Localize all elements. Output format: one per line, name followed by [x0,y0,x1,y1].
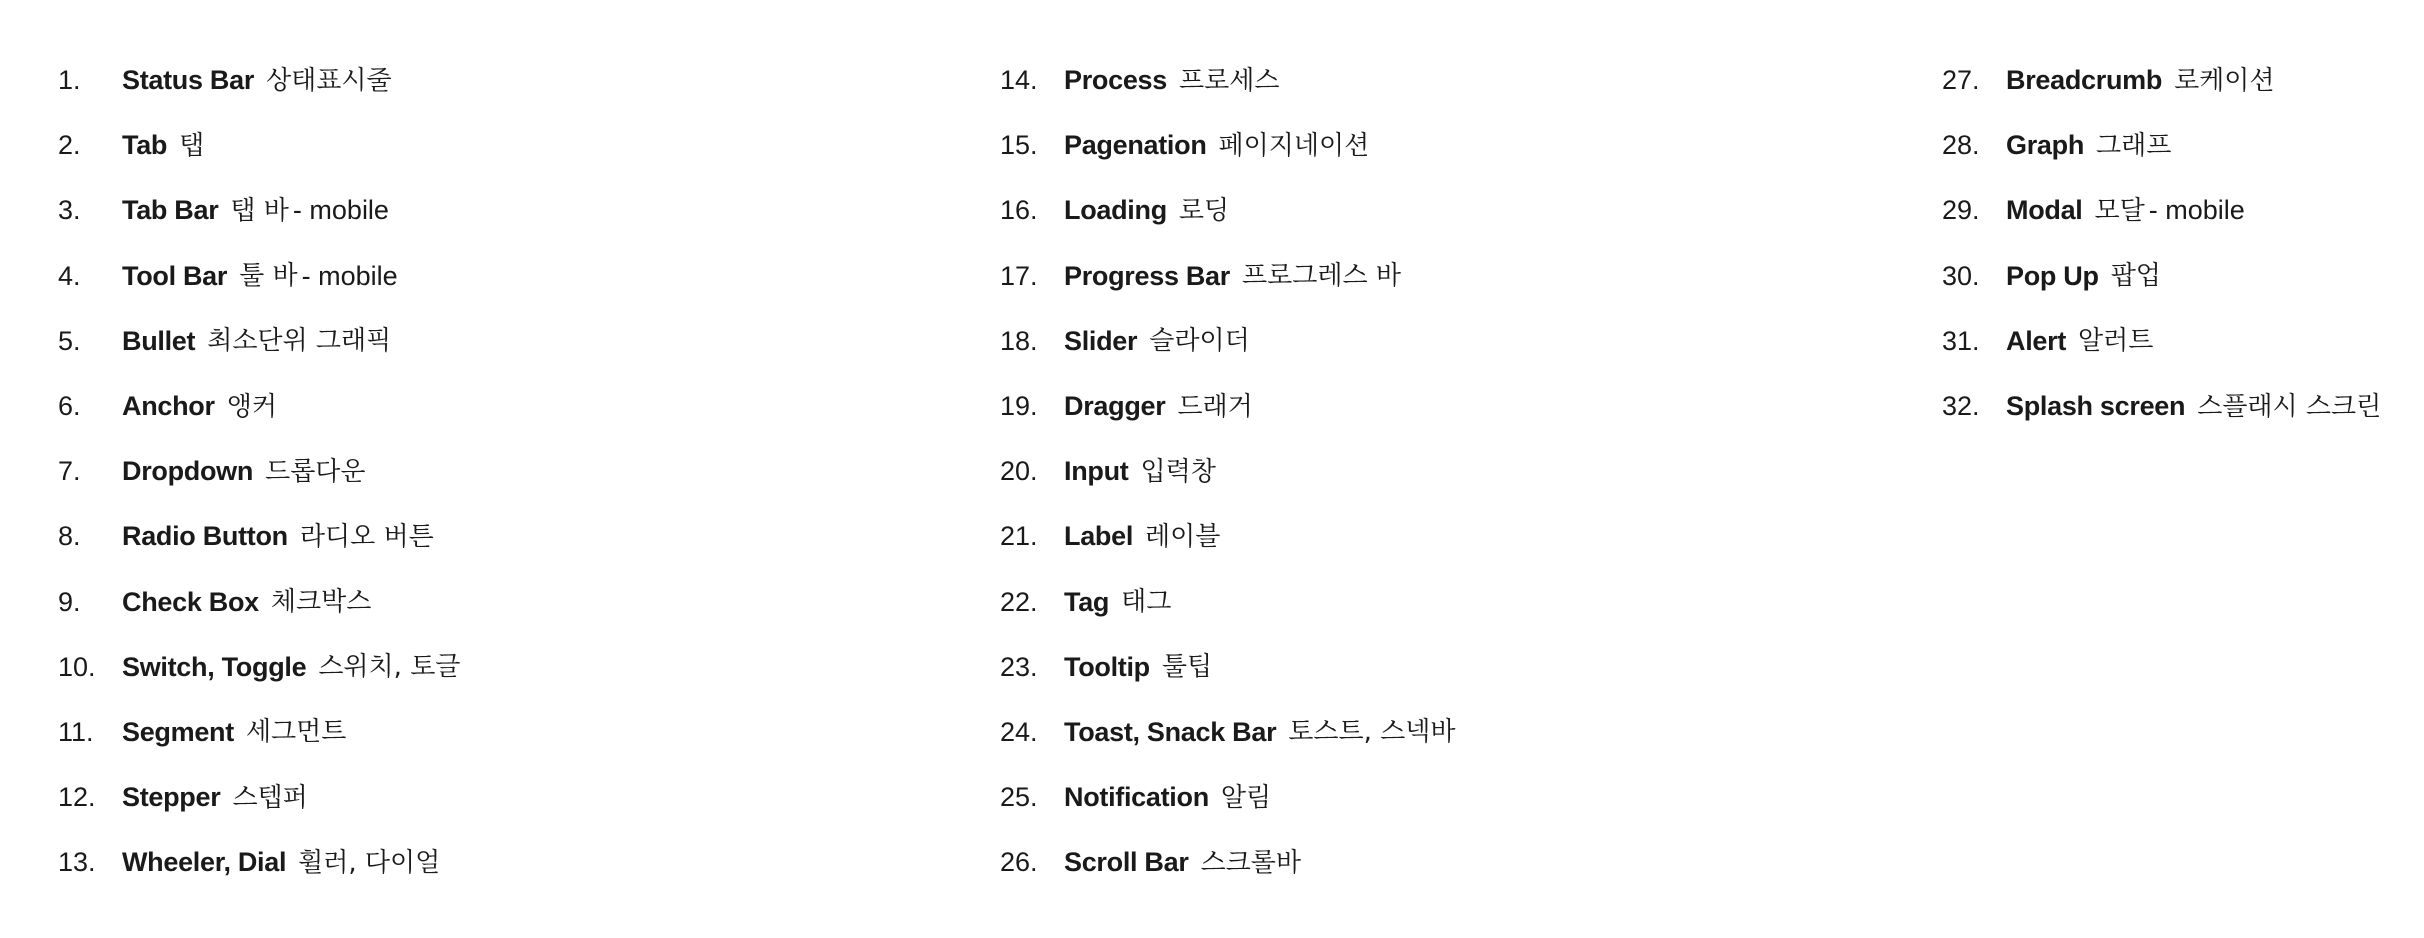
item-english-name: Switch, Toggle [122,651,307,682]
item-korean-name: 레이블 [1145,521,1221,552]
item-korean-name: 스위치, 토글 [318,652,461,683]
list-item [1000,635,1760,700]
item-number: 12. [58,782,96,813]
item-korean-name: 탭 바 [230,195,289,226]
list-item [1000,244,1760,309]
item-english-name: Graph [2006,130,2085,161]
item-english-name: Radio Button [122,521,288,552]
item-korean-name: 상태표시줄 [266,65,392,96]
list-column-3 [1942,48,2424,439]
item-number: 3. [58,195,81,226]
item-english-name: Toast, Snack Bar [1064,716,1277,747]
list-item [1000,700,1760,765]
list-item [1942,374,2424,439]
list-item [58,309,818,374]
item-number: 14. [1000,65,1038,96]
item-number: 25. [1000,782,1038,813]
item-english-name: Input [1064,456,1129,487]
list-item [1942,48,2424,113]
item-number: 1. [58,65,81,96]
list-item [1942,113,2424,178]
list-item [58,244,818,309]
item-korean-name: 슬라이더 [1149,326,1250,357]
item-korean-name: 최소단위 그래픽 [207,326,392,357]
item-korean-name: 스텝퍼 [232,782,308,813]
item-number: 22. [1000,586,1038,617]
list-item [1000,765,1760,830]
list-item [1942,178,2424,243]
item-english-name: Dropdown [122,456,254,487]
item-number: 24. [1000,716,1038,747]
item-number: 2. [58,130,81,161]
item-korean-name: 로케이션 [2174,65,2275,96]
list-item [1000,504,1760,569]
list-column-2 [1000,48,1760,895]
item-korean-name: 세그먼트 [245,717,347,748]
item-platform-note: - mobile [2148,195,2245,226]
list-item [58,830,818,895]
item-korean-name: 페이지네이션 [1218,130,1370,161]
list-item [58,570,818,635]
item-korean-name: 스크롤바 [1200,847,1302,878]
item-platform-note: - mobile [292,195,389,226]
list-item [58,504,818,569]
list-item [1000,178,1760,243]
item-korean-name: 드래거 [1177,391,1253,422]
item-english-name: Segment [122,716,234,747]
list-item [58,178,818,243]
list-item [1000,570,1760,635]
list-item [1000,113,1760,178]
list-item [1942,309,2424,374]
list-item [58,113,818,178]
item-number: 20. [1000,456,1038,487]
item-korean-name: 팝업 [2110,261,2161,292]
item-korean-name: 탭 [179,130,205,161]
list-item [58,635,818,700]
item-korean-name: 토스트, 스넥바 [1288,717,1456,748]
item-english-name: Modal [2006,195,2083,226]
item-korean-name: 모달 [2094,195,2145,226]
item-english-name: Wheeler, Dial [122,847,287,878]
item-english-name: Bullet [122,325,196,356]
item-number: 6. [58,391,81,422]
item-number: 28. [1942,130,1980,161]
item-number: 9. [58,586,81,617]
item-english-name: Loading [1064,195,1167,226]
item-number: 27. [1942,65,1980,96]
item-number: 30. [1942,260,1980,291]
item-korean-name: 그래프 [2096,130,2172,161]
item-number: 16. [1000,195,1038,226]
item-korean-name: 드롭다운 [265,456,366,487]
item-english-name: Process [1064,65,1167,96]
list-item [58,439,818,504]
item-english-name: Stepper [122,782,221,813]
item-english-name: Notification [1064,782,1209,813]
item-korean-name: 체크박스 [270,587,372,618]
list-column-1 [58,48,818,895]
item-korean-name: 로딩 [1178,195,1230,226]
item-english-name: Check Box [122,586,259,617]
item-english-name: Tag [1064,586,1110,617]
item-korean-name: 알림 [1220,782,1272,813]
item-english-name: Tooltip [1064,651,1150,682]
item-number: 18. [1000,325,1038,356]
item-number: 7. [58,456,81,487]
item-number: 8. [58,521,81,552]
item-korean-name: 휠러, 다이얼 [298,847,441,878]
item-number: 4. [58,260,81,291]
list-item [58,374,818,439]
item-english-name: Progress Bar [1064,260,1230,291]
item-korean-name: 툴팁 [1161,652,1213,683]
list-item [1000,374,1760,439]
item-number: 10. [58,651,96,682]
list-item [1000,48,1760,113]
list-item [1000,830,1760,895]
item-english-name: Tab [122,130,168,161]
item-number: 13. [58,847,96,878]
item-number: 23. [1000,651,1038,682]
item-number: 11. [58,716,94,747]
item-platform-note: - mobile [301,260,398,291]
item-english-name: Breadcrumb [2006,65,2163,96]
item-english-name: Anchor [122,391,215,422]
item-korean-name: 라디오 버튼 [299,521,434,552]
item-number: 32. [1942,391,1980,422]
list-item [58,700,818,765]
item-english-name: Slider [1064,325,1138,356]
item-korean-name: 태그 [1121,587,1172,618]
item-number: 5. [58,325,81,356]
item-english-name: Tab Bar [122,195,219,226]
item-english-name: Tool Bar [122,260,228,291]
item-english-name: Scroll Bar [1064,847,1189,878]
item-number: 26. [1000,847,1038,878]
item-korean-name: 앵커 [226,391,277,422]
item-number: 19. [1000,391,1038,422]
list-item [58,48,818,113]
item-english-name: Status Bar [122,65,255,96]
item-english-name: Splash screen [2006,391,2186,422]
item-number: 29. [1942,195,1980,226]
item-korean-name: 프로그레스 바 [1241,261,1401,292]
item-number: 21. [1000,521,1038,552]
item-number: 15. [1000,130,1038,161]
item-english-name: Pagenation [1064,130,1207,161]
list-item [1000,439,1760,504]
item-number: 31. [1942,325,1980,356]
list-item [1000,309,1760,374]
item-english-name: Label [1064,521,1134,552]
item-number: 17. [1000,260,1038,291]
item-korean-name: 프로세스 [1178,65,1280,96]
list-item [1942,244,2424,309]
item-korean-name: 알러트 [2078,326,2154,357]
item-english-name: Dragger [1064,391,1166,422]
item-korean-name: 툴 바 [239,261,298,292]
item-english-name: Alert [2006,325,2067,356]
item-korean-name: 입력창 [1140,456,1216,487]
item-korean-name: 스플래시 스크린 [2197,391,2382,422]
item-english-name: Pop Up [2006,260,2099,291]
list-item [58,765,818,830]
